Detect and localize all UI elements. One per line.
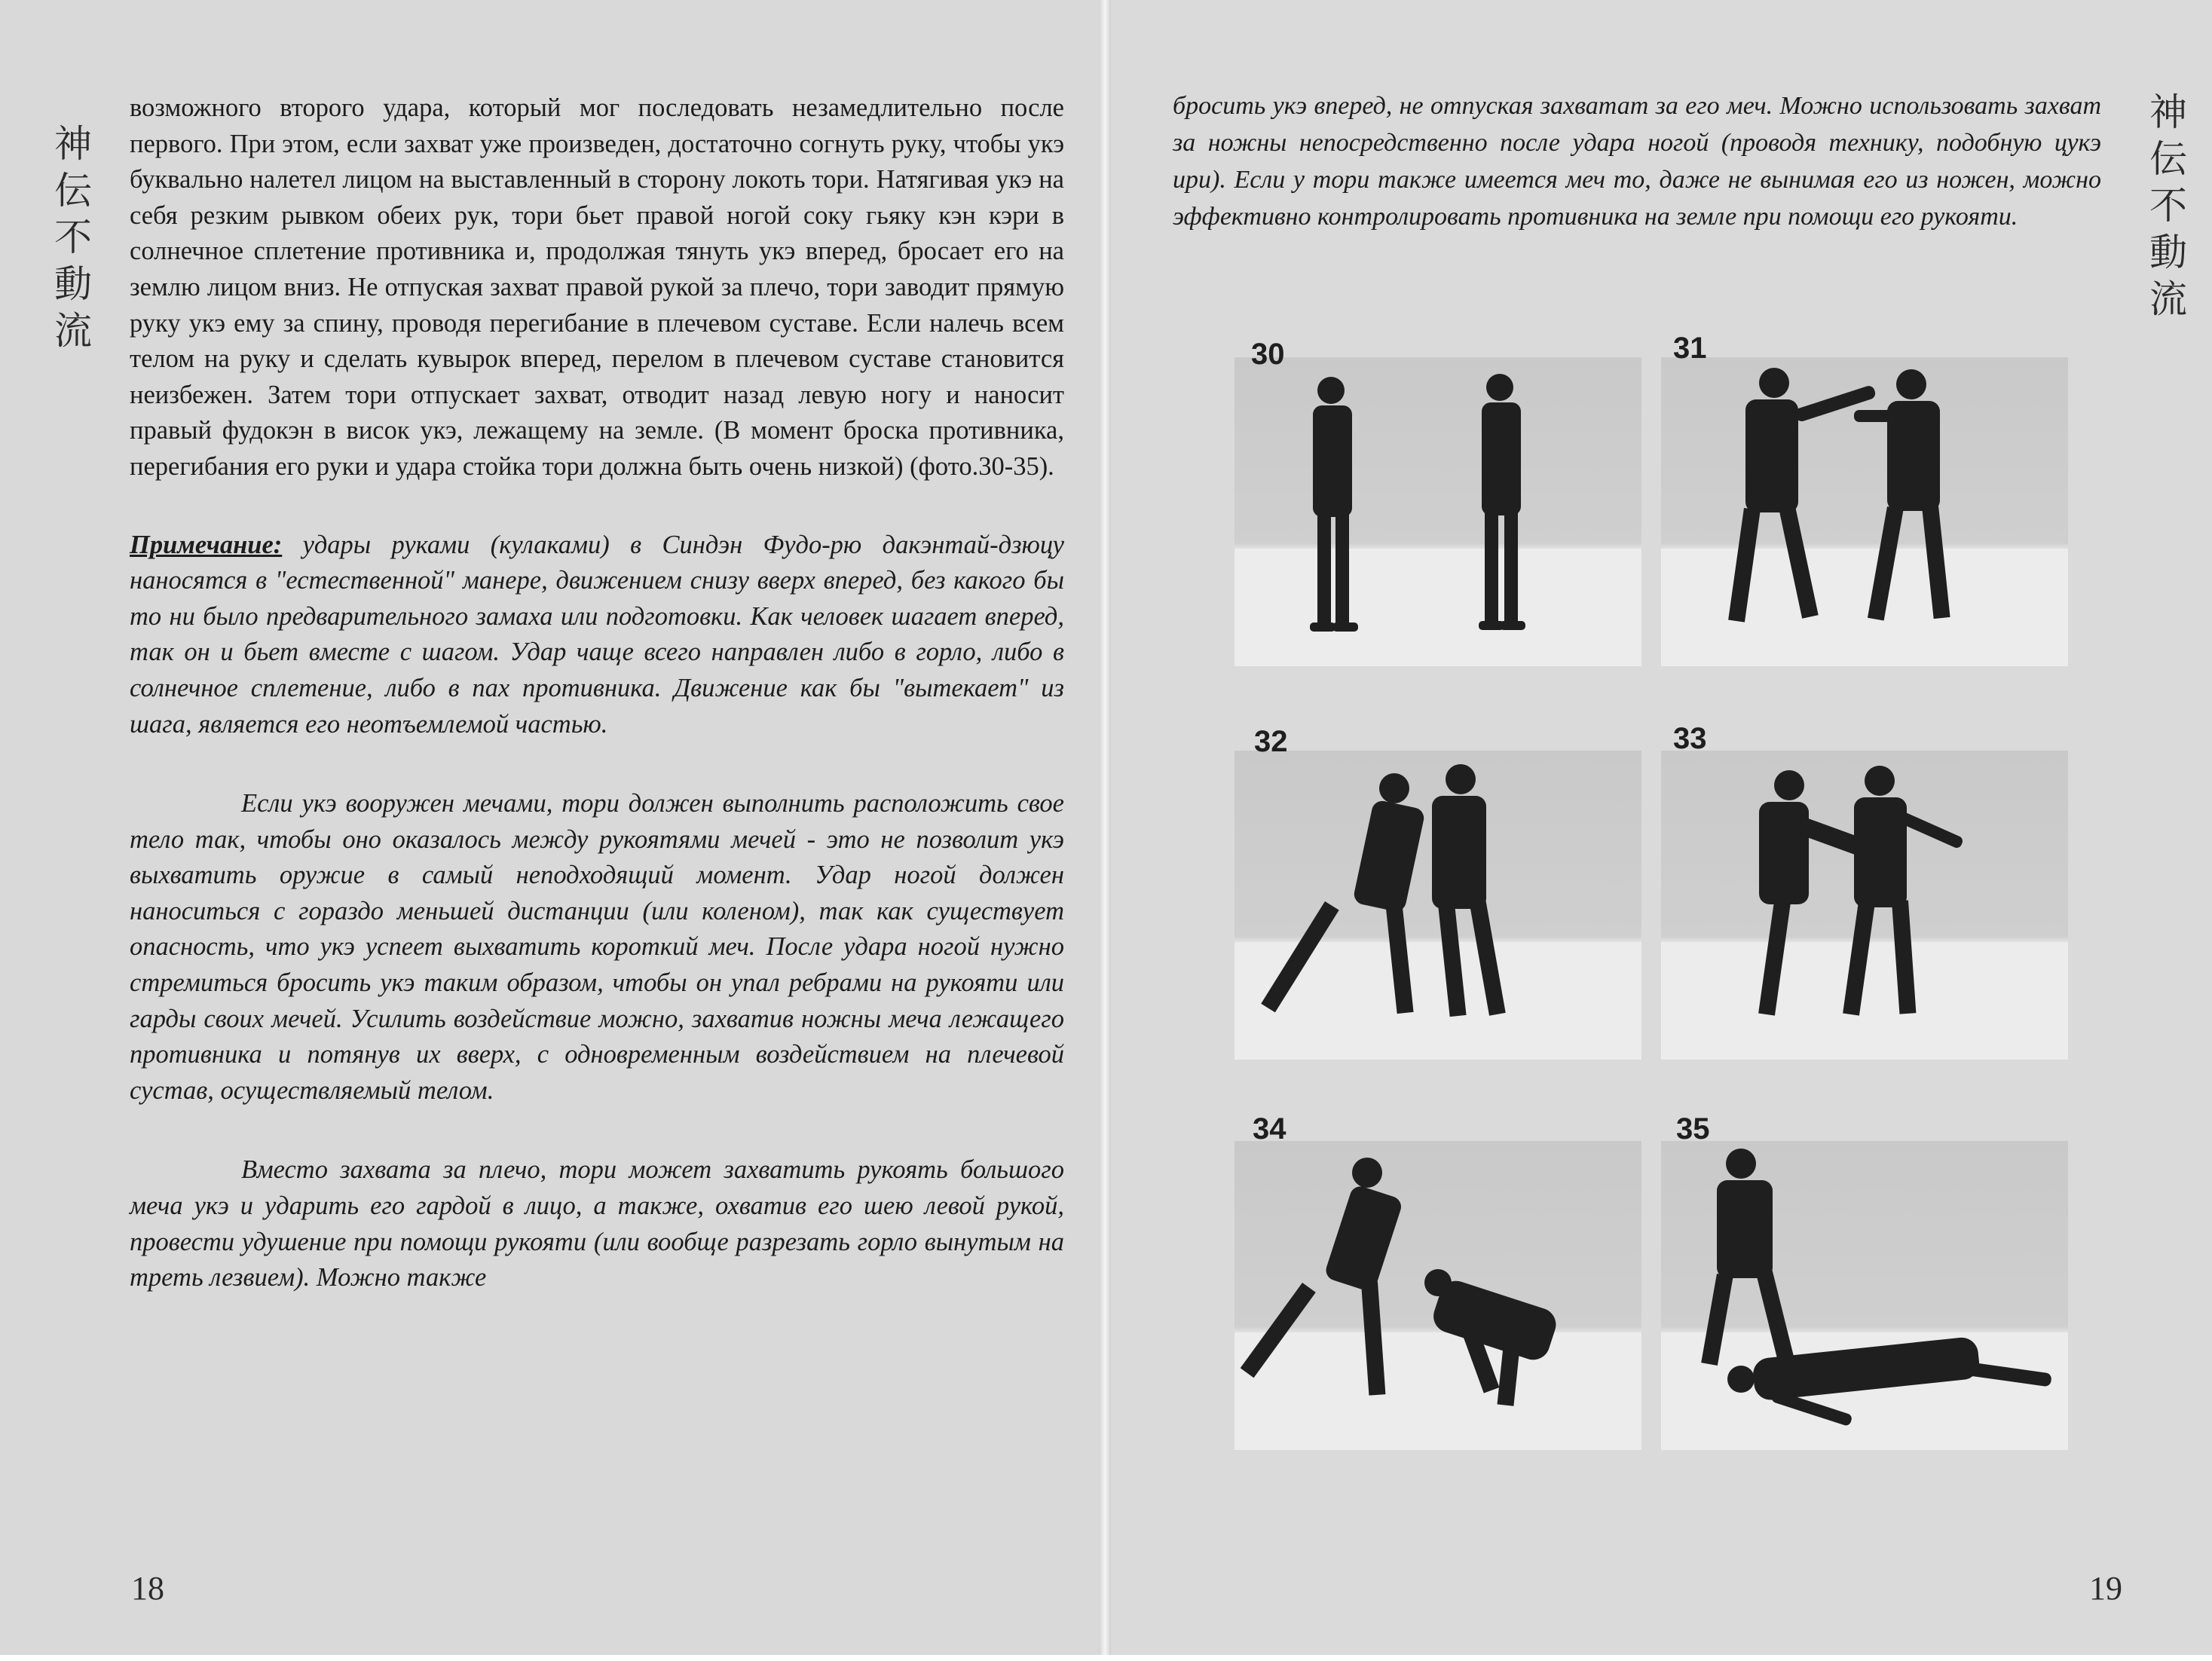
photo-figures xyxy=(1661,1141,2068,1450)
photo-label: 31 xyxy=(1673,332,1707,365)
photo-figures xyxy=(1234,1141,1641,1450)
kanji-char: 動 xyxy=(2149,231,2187,274)
note-label: Примечание: xyxy=(130,530,283,559)
right-page xyxy=(1111,0,2212,1661)
kanji-char: 伝 xyxy=(54,169,92,213)
left-page xyxy=(0,0,1099,1661)
left-body-text xyxy=(130,90,1064,1296)
page-number: 18 xyxy=(131,1570,164,1607)
page-number: 19 xyxy=(2089,1570,2122,1607)
paragraph: бросить укэ вперед, не отпуская захватат за его меч. Можно использовать захват за ножны непосредственно после удара ногой (проводя технику, подобную цукэ ири). Если у тори также имеется меч то, даже не вынимая его из ножен, можно эффективно контролировать противника на земле при помощи его рукояти. xyxy=(1173,92,2101,231)
paragraph: возможного второго удара, который мог последовать незамедлительно после первого. При этом, если захват уже произведен, достаточно согнуть руку, чтобы укэ буквально налетел лицом на выставленный в сторону локоть тори. Натягивая укэ на себя резким рывком обеих рук, тори бьет правой ногой соку гьяку кэн кэри в солнечное сплетение противника и, продолжая тянуть укэ вперед, бросает его на землю лицом вниз. Не отпуская захват правой рукой за плечо, тори заводит прямую руку укэ ему за спину, проводя перегибание в плечевом суставе. Если налечь всем телом на руку и сделать кувырок вперед, перелом в плечевом суставе становится неизбежен. Затем тори отпускает захват, отводит назад левую ногу и наносит правый фудокэн в висок укэ, лежащему на земле. (В момент броска противника, перегибания его руки и удара стойка тори должна быть очень низкой) (фото.30-35). xyxy=(130,93,1064,481)
right-body-text xyxy=(1173,87,2101,235)
kanji-char: 神 xyxy=(54,122,92,166)
photo-label: 32 xyxy=(1254,725,1288,758)
kanji-char: 神 xyxy=(2149,90,2187,134)
photo-figures xyxy=(1661,751,2068,1060)
photo-33 xyxy=(1661,751,2068,1060)
kanji-char: 流 xyxy=(2149,277,2187,321)
photo-32 xyxy=(1234,751,1641,1060)
photo-label: 35 xyxy=(1676,1112,1710,1146)
photo-label: 34 xyxy=(1253,1112,1287,1146)
photo-figures xyxy=(1234,751,1641,1060)
paragraph: Вместо захвата за плечо, тори может захватить рукоять большого меча укэ и ударить его гардой в лицо, а также, охватив его шею левой рукой, провести удушение при помощи рукояти (или вообще разрезать горло вынутым на треть лезвием). Можно также xyxy=(130,1155,1064,1292)
kanji-char: 不 xyxy=(2149,184,2187,228)
kanji-char: 動 xyxy=(54,262,92,306)
photo-label: 33 xyxy=(1673,722,1707,755)
kanji-char: 不 xyxy=(54,216,92,259)
note-text: удары руками (кулаками) в Синдэн Фудо-рю дакэнтай-дзюцу наносятся в "естественной" манере, движением снизу вверх вперед, без какого бы то ни было предварительного замаха или подготовки. Как человек шагает вперед, так он и бьет вместе с шагом. Удар чаще всего направлен либо в горло, либо в солнечное сплетение, либо в пах противника. Движение как бы "вытекает" из шага, является его неотъемлемой частью. xyxy=(130,530,1064,739)
paragraph: Если укэ вооружен мечами, тори должен выполнить расположить свое тело так, чтобы оно оказалось между рукоятями мечей - это не позволит укэ выхватить оружие в самый неподходящий момент. Удар ногой должен наноситься с гораздо меньшей дистанции (или коленом), так как существует опасность, что укэ успеет выхватить короткий меч. После удара ногой нужно стремиться бросить укэ таким образом, чтобы он упал ребрами на рукояти или гарды своих мечей. Усилить воздействие можно, захватив ножны меча лежащего противника и потянув их вверх, с одновременным воздействием на плечевой сустав, осуществляемый телом. xyxy=(130,789,1064,1105)
kanji-char: 伝 xyxy=(2149,137,2187,181)
photo-figures xyxy=(1661,357,2068,666)
book-gutter xyxy=(1099,0,1111,1661)
photo-label: 30 xyxy=(1251,338,1285,371)
right-kanji-column xyxy=(2142,89,2195,323)
left-kanji-column xyxy=(47,121,99,354)
kanji-char: 流 xyxy=(54,309,92,353)
photo-30 xyxy=(1234,357,1641,666)
note-paragraph xyxy=(130,528,1064,743)
photo-35 xyxy=(1661,1141,2068,1450)
photo-34 xyxy=(1234,1141,1641,1450)
page-bottom-edge xyxy=(0,1655,2212,1661)
photo-figures xyxy=(1234,357,1641,666)
photo-31 xyxy=(1661,357,2068,666)
